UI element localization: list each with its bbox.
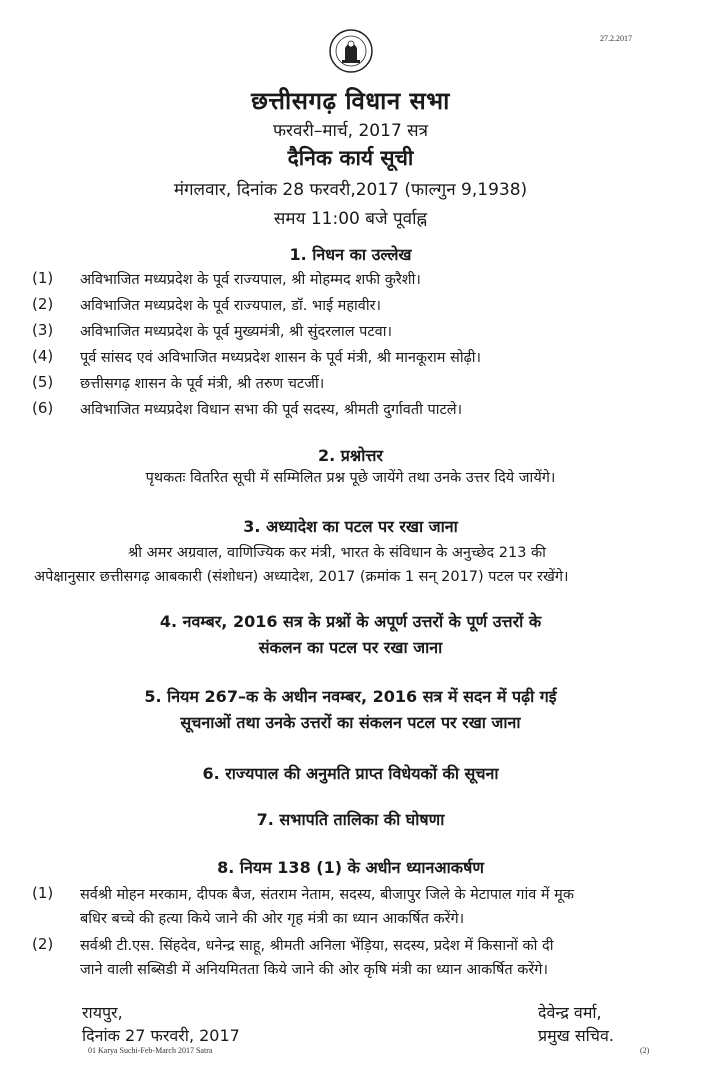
- time-line: समय 11:00 बजे पूर्वाह्न: [273, 209, 428, 229]
- section-3-text-line-1: श्री अमर अग्रवाल, वाणिज्यिक कर मंत्री, भारत के संविधान के अनुच्छेद 213 की: [128, 545, 546, 561]
- assembly-title: छत्तीसगढ़ विधान सभा: [251, 87, 450, 115]
- list-item-number: (3): [32, 321, 54, 339]
- chhattisgarh-vidhan-sabha-emblem-icon: [328, 28, 374, 74]
- section-8-heading: 8. नियम 138 (1) के अधीन ध्यानआकर्षण: [217, 858, 484, 877]
- section-1-heading: 1. निधन का उल्लेख: [289, 245, 412, 264]
- list-item: अविभाजित मध्यप्रदेश के पूर्व राज्यपाल, डॉ. भाई महावीर।: [80, 298, 382, 314]
- list-item: पूर्व सांसद एवं अविभाजित मध्यप्रदेश शासन के पूर्व मंत्री, श्री मानकूराम सोढ़ी।: [80, 350, 482, 366]
- list-item-line-2: बधिर बच्चे की हत्या किये जाने की ओर गृह मंत्री का ध्यान आकर्षित करेंगे।: [80, 911, 465, 927]
- list-item-number: (1): [32, 884, 54, 902]
- section-7-heading: 7. सभापति तालिका की घोषणा: [256, 810, 445, 829]
- date-stamp: 27.2.2017: [600, 34, 632, 43]
- list-item-number: (6): [32, 399, 54, 417]
- signatory-title: प्रमुख सचिव.: [538, 1026, 614, 1045]
- list-item-line-1: सर्वश्री टी.एस. सिंहदेव, धनेन्द्र साहू, श्रीमती अनिला भेंड़िया, सदस्य, प्रदेश में किसानों को दी: [80, 938, 554, 954]
- list-item-number: (2): [32, 935, 54, 953]
- list-item-number: (1): [32, 269, 54, 287]
- section-6-heading: 6. राज्यपाल की अनुमति प्राप्त विधेयकों की सूचना: [202, 764, 499, 783]
- section-3-text-line-2: अपेक्षानुसार छत्तीसगढ़ आबकारी (संशोधन) अध्यादेश, 2017 (क्रमांक 1 सन् 2017) पटल पर रखेंगे।: [34, 569, 569, 585]
- list-item: अविभाजित मध्यप्रदेश के पूर्व मुख्यमंत्री, श्री सुंदरलाल पटवा।: [80, 324, 392, 340]
- list-item-number: (4): [32, 347, 54, 365]
- footer-date: दिनांक 27 फरवरी, 2017: [82, 1026, 240, 1045]
- section-2-heading: 2. प्रश्नोत्तर: [318, 446, 383, 465]
- session-line: फरवरी–मार्च, 2017 सत्र: [272, 121, 429, 141]
- section-2-text: पृथकतः वितरित सूची में सम्मिलित प्रश्न पूछे जायेंगे तथा उनके उत्तर दिये जायेंगे।: [145, 470, 556, 486]
- list-item: अविभाजित मध्यप्रदेश विधान सभा की पूर्व सदस्य, श्रीमती दुर्गावती पाटले।: [80, 402, 463, 418]
- section-3-heading: 3. अध्यादेश का पटल पर रखा जाना: [243, 517, 458, 536]
- page-number: (2): [640, 1046, 650, 1055]
- signatory-name: देवेन्द्र वर्मा,: [538, 1003, 602, 1022]
- list-item: छत्तीसगढ़ शासन के पूर्व मंत्री, श्री तरुण चटर्जी।: [80, 376, 325, 392]
- section-4-heading-line-2: संकलन का पटल पर रखा जाना: [258, 638, 443, 657]
- section-4-heading-line-1: 4. नवम्बर, 2016 सत्र के प्रश्नों के अपूर्ण उत्तरों के पूर्ण उत्तरों के: [159, 612, 542, 631]
- list-item-number: (2): [32, 295, 54, 313]
- list-item-number: (5): [32, 373, 54, 391]
- section-5-heading-line-2: सूचनाओं तथा उनके उत्तरों का संकलन पटल पर रखा जाना: [180, 713, 521, 732]
- list-item-line-1: सर्वश्री मोहन मरकाम, दीपक बैज, संतराम नेताम, सदस्य, बीजापुर जिले के मेटापाल गांव में मूक: [80, 887, 574, 903]
- footer-place: रायपुर,: [82, 1003, 123, 1022]
- agenda-title: दैनिक कार्य सूची: [287, 146, 414, 170]
- section-5-heading-line-1: 5. नियम 267–क के अधीन नवम्बर, 2016 सत्र में सदन में पढ़ी गई: [144, 687, 557, 706]
- list-item: अविभाजित मध्यप्रदेश के पूर्व राज्यपाल, श्री मोहम्मद शफी कुरैशी।: [80, 272, 421, 288]
- date-line: मंगलवार, दिनांक 28 फरवरी,2017 (फाल्गुन 9,1938): [173, 180, 528, 200]
- file-reference: 01 Karya Suchi-Feb-March 2017 Satra: [88, 1046, 213, 1055]
- list-item-line-2: जाने वाली सब्सिडी में अनियमितता किये जाने की ओर कृषि मंत्री का ध्यान आकर्षित करेंगे।: [80, 962, 548, 978]
